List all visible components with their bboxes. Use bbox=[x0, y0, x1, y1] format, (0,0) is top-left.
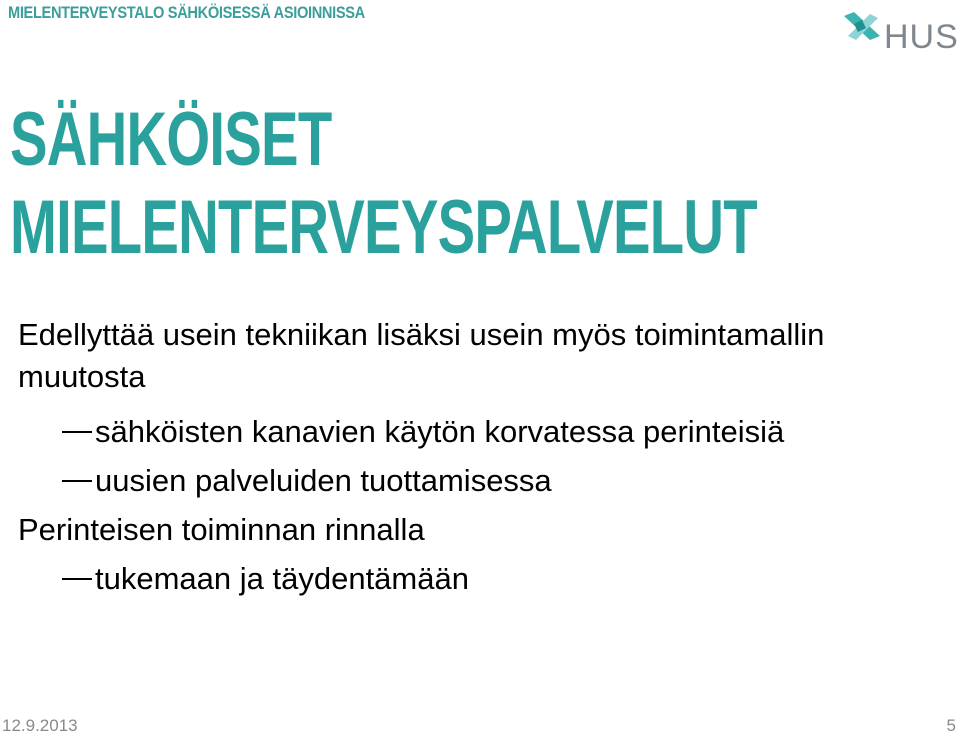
bullet-level1: Edellyttää usein tekniikan lisäksi usein myös toimintamallin muutosta bbox=[18, 317, 825, 394]
bullet-level2-text: tukemaan ja täydentämään bbox=[95, 561, 469, 596]
hus-cross-logo-icon bbox=[840, 6, 884, 46]
footer-date: 12.9.2013 bbox=[2, 716, 78, 735]
slide-title bbox=[10, 96, 757, 272]
bullet-level1: Perinteisen toiminnan rinnalla bbox=[18, 512, 425, 547]
header-title: MIELENTERVEYSTALO SÄHKÖISESSÄ ASIOINNISSA bbox=[8, 3, 365, 22]
bullet-level2 bbox=[18, 554, 948, 603]
bullet-level2 bbox=[18, 456, 948, 505]
slide-content bbox=[18, 314, 948, 603]
dash-marker bbox=[62, 431, 92, 433]
dash-marker bbox=[62, 578, 92, 580]
bullet-level2-text: uusien palveluiden tuottamisessa bbox=[95, 463, 552, 498]
slide-title-line1: SÄHKÖISET bbox=[10, 97, 332, 182]
bullet-level2 bbox=[18, 407, 948, 456]
hus-logo bbox=[840, 6, 960, 56]
slide-title-line2: MIELENTERVEYSPALVELUT bbox=[10, 185, 757, 270]
dash-marker bbox=[62, 480, 92, 482]
logo-text: HUS bbox=[884, 18, 959, 56]
bullet-level2-text: sähköisten kanavien käytön korvatessa perinteisiä bbox=[95, 414, 785, 449]
footer-page-number: 5 bbox=[946, 716, 956, 735]
